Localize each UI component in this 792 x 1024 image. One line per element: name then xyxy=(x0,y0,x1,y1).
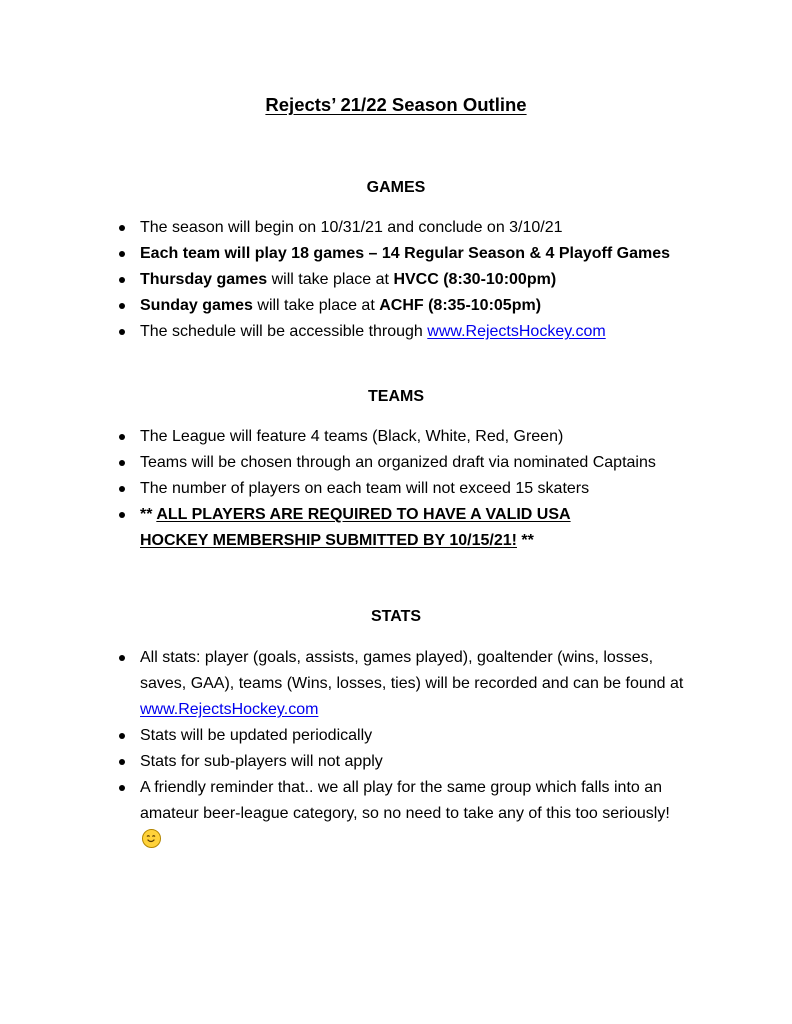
games-item-text: Each team will play 18 games – 14 Regular Season & 4 Playoff Games xyxy=(140,245,671,262)
section-heading-teams: TEAMS xyxy=(368,388,424,405)
games-item-text: will take place at xyxy=(252,297,380,314)
games-item-text: will take place at xyxy=(267,271,394,288)
list-item xyxy=(140,645,700,723)
section-heading-stats: STATS xyxy=(370,608,422,625)
list-item xyxy=(140,775,700,853)
rejects-hockey-link[interactable]: www.RejectsHockey.com xyxy=(140,701,319,718)
list-item xyxy=(140,267,700,293)
list-item xyxy=(140,502,620,554)
list-item xyxy=(140,215,700,241)
games-item-bold: Thursday games xyxy=(140,271,268,288)
stats-list xyxy=(140,645,700,853)
list-item xyxy=(140,319,700,345)
list-item xyxy=(140,749,700,775)
games-item-text: The season will begin on 10/31/21 and conclude on 3/10/21 xyxy=(140,219,563,236)
teams-item-text: The number of players on each team will not exceed 15 skaters xyxy=(140,480,590,497)
teams-item-text: The League will feature 4 teams (Black, White, Red, Green) xyxy=(140,428,564,445)
list-item xyxy=(140,723,700,749)
teams-list xyxy=(140,424,700,554)
list-item xyxy=(140,476,700,502)
games-item-bold: Sunday games xyxy=(140,297,253,314)
smiley-face-icon xyxy=(142,829,161,848)
games-item-bold: HVCC (8:30-10:00pm) xyxy=(393,271,557,288)
stats-item-text: Stats will be updated periodically xyxy=(140,727,373,744)
list-item xyxy=(140,241,700,267)
list-item xyxy=(140,424,700,450)
games-list xyxy=(140,215,700,345)
teams-item-text: Teams will be chosen through an organized draft via nominated Captains xyxy=(140,454,656,471)
games-item-text: The schedule will be accessible through xyxy=(140,323,428,340)
list-item xyxy=(140,293,700,319)
membership-notice: ALL PLAYERS ARE REQUIRED TO HAVE A VALID USA HOCKEY MEMBERSHIP SUBMITTED BY 10/15/21! xyxy=(140,506,571,549)
teams-item-suffix: ** xyxy=(516,532,534,549)
rejects-hockey-link[interactable]: www.RejectsHockey.com xyxy=(427,323,606,340)
stats-item-text: All stats: player (goals, assists, games played), goaltender (wins, losses, saves, GAA), teams (Wins, losses, ties) will be recorded and can be found at xyxy=(140,649,684,692)
games-item-bold: ACHF (8:35-10:05pm) xyxy=(379,297,542,314)
stats-item-text: Stats for sub-players will not apply xyxy=(140,753,383,770)
list-item xyxy=(140,450,700,476)
teams-item-prefix: ** xyxy=(140,506,157,523)
page-title: Rejects’ 21/22 Season Outline xyxy=(265,94,527,115)
section-heading-games: GAMES xyxy=(366,179,426,196)
stats-item-text: A friendly reminder that.. we all play for the same group which falls into an amateur beer-league category, so no need to take any of this too seriously! xyxy=(140,779,670,822)
